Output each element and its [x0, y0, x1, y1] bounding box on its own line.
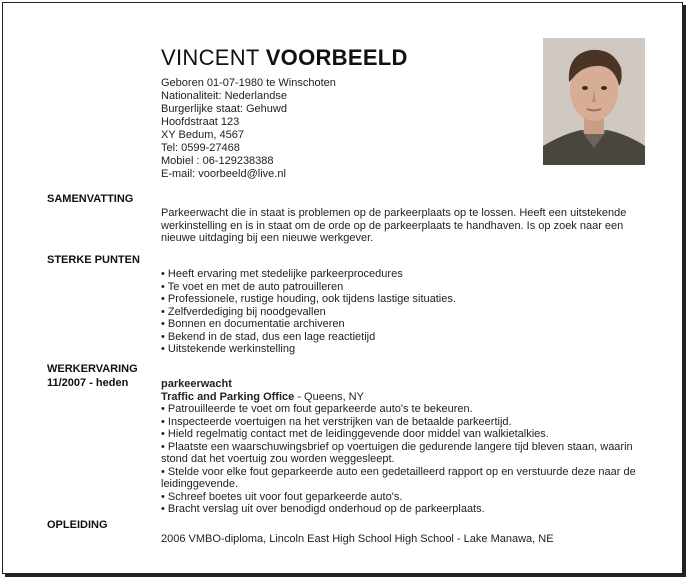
resume-page [2, 2, 683, 574]
strengths-heading: STERKE PUNTEN [47, 254, 140, 266]
first-name: VINCENT [161, 45, 260, 70]
list-item: • Zelfverdediging bij noodgevallen [161, 305, 326, 318]
experience-entry [161, 378, 647, 516]
list-item: • Bekend in de stad, dus een lage reactietijd [161, 330, 376, 343]
phone: Tel: 0599-27468 [161, 142, 240, 154]
nationality: Nationaliteit: Nederlandse [161, 90, 287, 102]
list-item: • Hield regelmatig contact met de leidinggevende door middel van walkietalkies. [161, 428, 549, 440]
company-name: Traffic and Parking Office [161, 390, 295, 403]
email: E-mail: voorbeeld@live.nl [161, 168, 286, 180]
education-text: 2006 VMBO-diploma, Lincoln East High School High School - Lake Manawa, NE [161, 533, 554, 545]
profile-photo [543, 38, 645, 165]
street-address: Hoofdstraat 123 [161, 116, 240, 128]
list-item: • Patrouilleerde te voet om fout geparkeerde auto's te bekeuren. [161, 403, 473, 415]
education-heading: OPLEIDING [47, 519, 108, 531]
summary-text: Parkeerwacht die in staat is problemen op de parkeerplaats op te lossen. Heeft een uitstekende werkinstelling en is in staat om de orde op de parkeerplaats te handhaven. Is op zoek naar een nieuwe uitdaging bij een nieuwe werkgever. [161, 207, 627, 244]
last-name: VOORBEELD [265, 45, 408, 70]
candidate-name [161, 45, 408, 71]
employer-line [161, 391, 647, 404]
list-item: • Schreef boetes uit voor fout geparkeerde auto's. [161, 490, 403, 503]
birth-info: Geboren 01-07-1980 te Winschoten [161, 77, 336, 89]
employment-dates: 11/2007 - heden [47, 377, 129, 389]
list-item: • Heeft ervaring met stedelijke parkeerprocedures [161, 268, 403, 280]
summary-heading: SAMENVATTING [47, 193, 134, 205]
list-item: • Te voet en met de auto patrouilleren [161, 280, 344, 293]
contact-block [161, 77, 336, 181]
list-item: • Inspecteerde voertuigen na het verstrijken van de betaalde parkeertijd. [161, 415, 512, 428]
experience-heading: WERKERVARING [47, 363, 138, 375]
list-item: • Plaatste een waarschuwingsbrief op voertuigen die gedurende langere tijd bleven staan, waarin stond dat het voertuig zou worden weggesleept. [161, 440, 633, 465]
list-item: • Stelde voor elke fout geparkeerde auto een gedetailleerd rapport op en verstuurde deze naar de leidinggevende. [161, 465, 636, 490]
mobile: Mobiel : 06-129238388 [161, 155, 274, 167]
job-title: parkeerwacht [161, 378, 232, 390]
list-item: • Professionele, rustige houding, ook tijdens lastige situaties. [161, 293, 456, 305]
list-item: • Bracht verslag uit over benodigd onderhoud op de parkeerplaats. [161, 503, 485, 515]
postal-city: XY Bedum, 4567 [161, 129, 244, 141]
list-item: • Uitstekende werkinstelling [161, 343, 296, 355]
strengths-list [161, 268, 647, 356]
list-item: • Bonnen en documentatie archiveren [161, 318, 345, 330]
company-location: - Queens, NY [294, 390, 364, 403]
marital-status: Burgerlijke staat: Gehuwd [161, 103, 287, 115]
